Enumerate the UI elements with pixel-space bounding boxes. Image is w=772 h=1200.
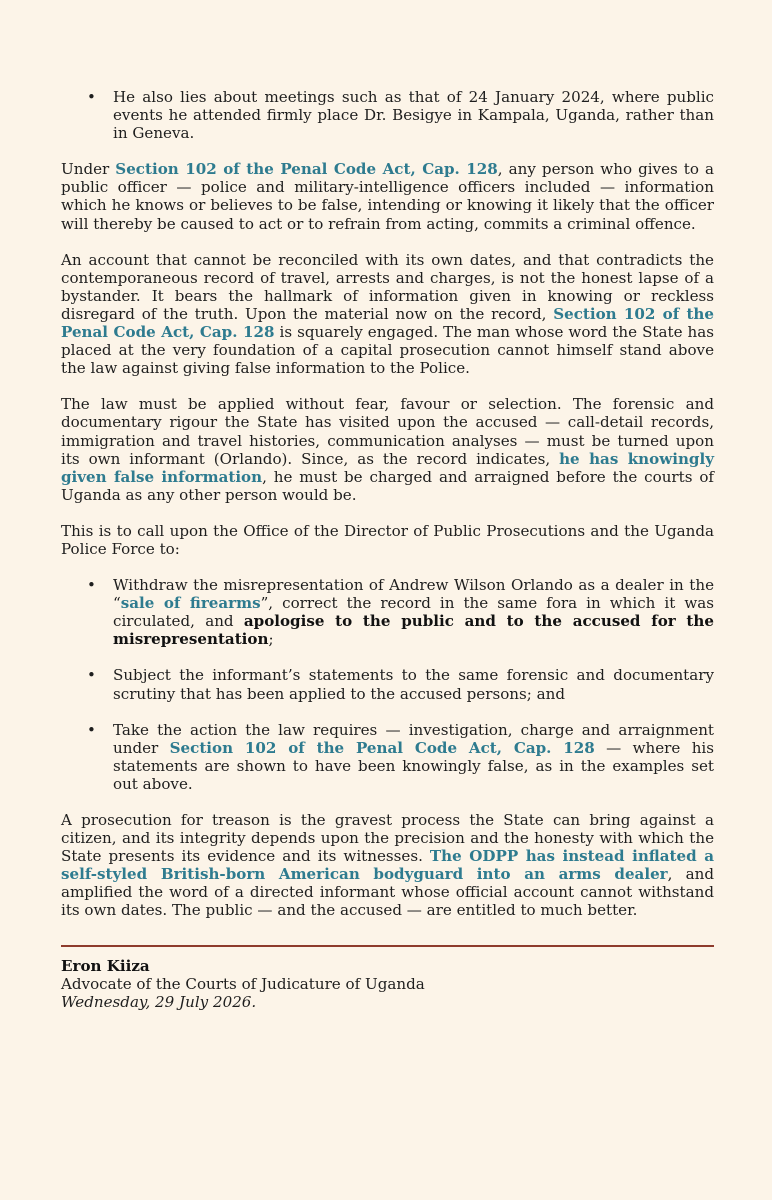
signature-date: Wednesday, 29 July 2026. <box>61 992 257 1011</box>
signatory-title: Advocate of the Courts of Judicature of Uganda <box>61 974 425 993</box>
evidence-list <box>61 88 714 142</box>
signature-divider <box>61 945 714 947</box>
sale-of-firearms-link[interactable]: sale of firearms <box>120 594 261 613</box>
analysis-paragraph: An account that cannot be reconciled with its own dates, and that contradicts the contemporaneous record of travel, arrests and charges, is not the honest lapse of a bystander. It bears the hallmark of information given in knowing or reckless disregard of the truth. Upon the material now on the record, Section 102 of the Penal Code Act, Cap. 128 is squarely engaged. The man whose word the State has placed at the very foundation of a capital prosecution cannot himself stand above the law against giving false information to the Police. <box>61 250 714 378</box>
demands-list <box>61 576 714 793</box>
conclusion-paragraph: A prosecution for treason is the gravest process the State can bring against a citizen, and its integrity depends upon the precision and the honesty with which the State presents its evidence and its witnesses. The ODPP has instead inflated a self-styled British-born American bodyguard into an arms dealer, and amplified the word of a directed informant whose official account cannot withstand its own dates. The public — and the accused — are entitled to much better. <box>61 811 714 920</box>
odpp-claim-link[interactable]: The ODPP has instead inflated a self-styled British-born American bodyguard into an arms dealer <box>61 847 714 884</box>
section-102-link[interactable]: Section 102 of the Penal Code Act, Cap. 128 <box>115 160 498 179</box>
demand-item-withdraw: • Withdraw the misrepresentation of Andrew Wilson Orlando as a dealer in the “sale of firearms”, correct the record in the same fora in which it was circulated, and apologise to the public and to the accused for the misrepresentation; <box>113 576 714 648</box>
apology-demand-text: apologise to the public and to the accused for the misrepresentation <box>113 612 714 649</box>
section-102-link[interactable]: Section 102 of the Penal Code Act, Cap. 128 <box>61 304 714 342</box>
false-information-link[interactable]: he has knowingly given false information <box>61 449 714 486</box>
demand-item-action: • Take the action the law requires — investigation, charge and arraignment under Section 102 of the Penal Code Act, Cap. 128 — where his statements are shown to have been knowingly false, as in the examples set out above. <box>113 721 714 793</box>
call-paragraph: This is to call upon the Office of the Director of Public Prosecutions and the Uganda Police Force to: <box>61 521 714 558</box>
section-102-link[interactable]: Section 102 of the Penal Code Act, Cap. 128 <box>169 738 595 757</box>
signature-block <box>61 957 714 1011</box>
equality-paragraph: The law must be applied without fear, favour or selection. The forensic and documentary rigour the State has visited upon the accused — call-detail records, immigration and travel histories, communication analyses — must be turned upon its own informant (Orlando). Since, as the record indicates, he has knowingly given false information, he must be charged and arraigned before the courts of Uganda as any other person would be. <box>61 395 714 504</box>
evidence-bullet: • He also lies about meetings such as that of 24 January 2024, where public events he attended firmly place Dr. Besigye in Kampala, Uganda, rather than in Geneva. <box>113 88 714 142</box>
demand-item-scrutiny: • Subject the informant’s statements to the same forensic and documentary scrutiny that has been applied to the accused persons; and <box>113 666 714 702</box>
legal-provision-paragraph: Under Section 102 of the Penal Code Act, Cap. 128, any person who gives to a public officer — police and military-intelligence officers included — information which he knows or believes to be false, intending or knowing it likely that the officer will thereby be caused to act or to refrain from acting, commits a criminal offence. <box>61 160 714 233</box>
signatory-name: Eron Kiiza <box>61 956 150 975</box>
